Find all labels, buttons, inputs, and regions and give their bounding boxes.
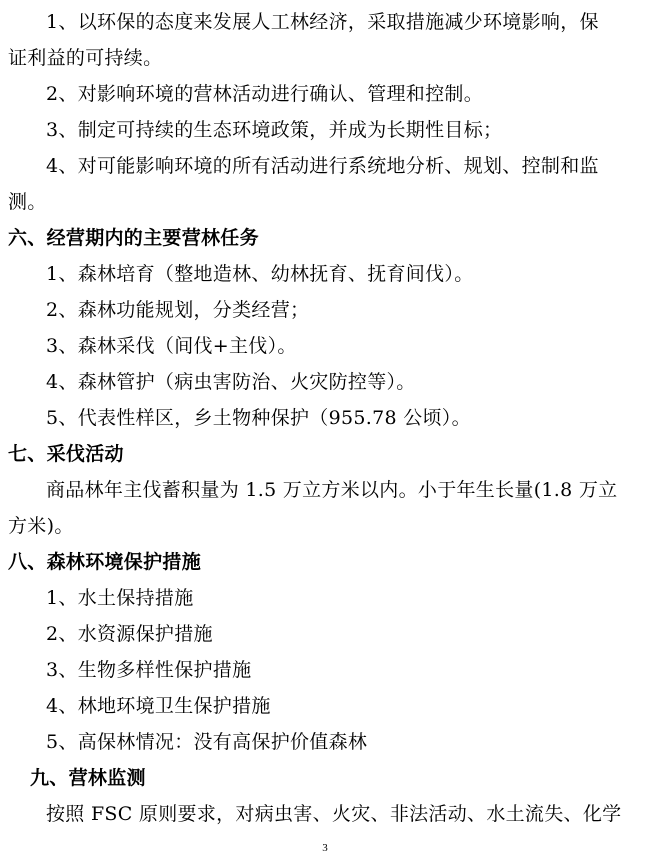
paragraph-line: 商品林年主伐蓄积量为 1.5 万立方米以内。小于年生长量(1.8 万立	[46, 479, 618, 501]
paragraph-line: 3、制定可持续的生态环境政策，并成为长期性目标；	[46, 119, 503, 141]
paragraph-line: 证利益的可持续。	[8, 47, 163, 69]
paragraph-line: 测。	[8, 191, 47, 213]
list-item: 5、高保林情况：没有高保护价值森林	[46, 731, 368, 753]
section-heading: 八、森林环境保护措施	[8, 551, 202, 573]
list-item: 3、森林采伐（间伐+主伐）。	[46, 335, 297, 357]
list-item: 3、生物多样性保护措施	[46, 659, 252, 681]
list-item: 4、林地环境卫生保护措施	[46, 695, 271, 717]
section-heading: 六、经营期内的主要营林任务	[8, 227, 259, 249]
page-number: 3	[322, 842, 328, 854]
list-item: 1、水土保持措施	[46, 587, 194, 609]
paragraph-line: 2、对影响环境的营林活动进行确认、管理和控制。	[46, 83, 483, 105]
section-heading: 九、营林监测	[30, 767, 146, 789]
paragraph-line: 1、以环保的态度来发展人工林经济，采取措施减少环境影响，保	[46, 11, 599, 33]
paragraph-line: 按照 FSC 原则要求，对病虫害、火灾、非法活动、水土流失、化学	[46, 803, 622, 825]
section-heading: 七、采伐活动	[8, 443, 124, 465]
paragraph-line: 方米)。	[8, 515, 74, 537]
list-item: 1、森林培育（整地造林、幼林抚育、抚育间伐）。	[46, 263, 474, 285]
list-item: 2、水资源保护措施	[46, 623, 213, 645]
paragraph-line: 4、对可能影响环境的所有活动进行系统地分析、规划、控制和监	[46, 155, 599, 177]
list-item: 5、代表性样区，乡土物种保护（955.78 公顷）。	[46, 407, 471, 429]
list-item: 4、森林管护（病虫害防治、火灾防控等）。	[46, 371, 416, 393]
list-item: 2、森林功能规划，分类经营；	[46, 299, 310, 321]
